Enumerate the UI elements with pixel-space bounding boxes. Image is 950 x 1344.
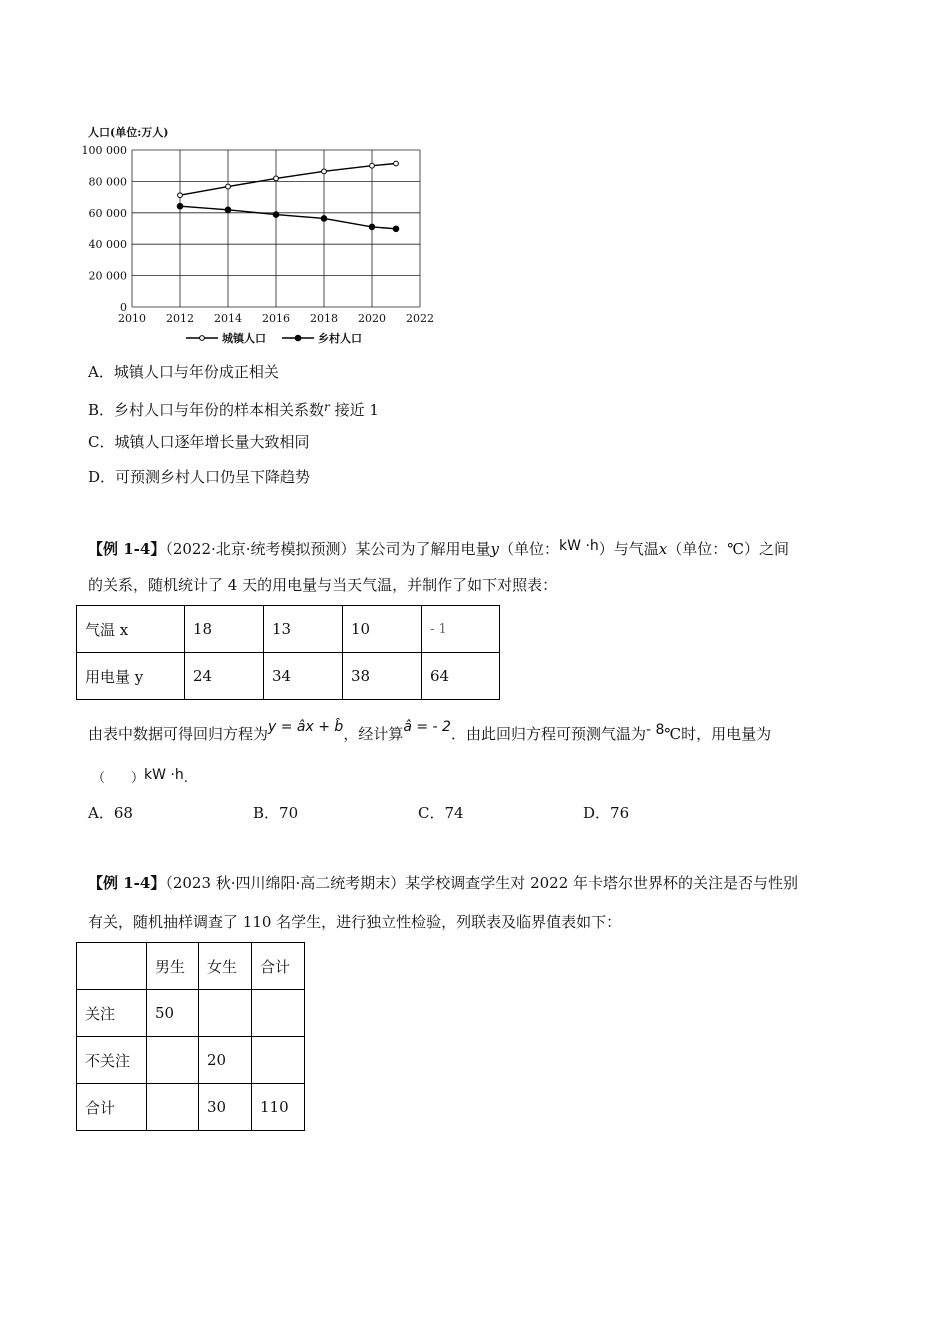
table-cell: 110 bbox=[252, 1084, 305, 1131]
data-point bbox=[225, 207, 231, 213]
data-point bbox=[226, 184, 231, 189]
ex2-line1: 【例 1-4】（2022·北京·统考模拟预测）某公司为了解用电量y（单位：kW ·h）与气温x（单位：℃）之间 bbox=[88, 538, 790, 558]
ex3-line1: 【例 1-4】（2023 秋·四川绵阳·高二统考期末）某学校调查学生对 2022 年卡塔尔世界杯的关注是否与性别 bbox=[88, 874, 799, 892]
table-cell bbox=[147, 1037, 199, 1084]
data-point bbox=[273, 212, 279, 218]
x-tick-label: 2020 bbox=[358, 312, 386, 325]
x-tick-label: 2010 bbox=[118, 312, 146, 325]
y-tick-label: 60 000 bbox=[88, 206, 127, 220]
table-cell: 34 bbox=[264, 653, 343, 700]
ex2-option-a: A．68 bbox=[88, 804, 133, 822]
y-tick-label: 40 000 bbox=[88, 238, 127, 252]
table-row bbox=[77, 653, 500, 700]
table-cell: 用电量 y bbox=[77, 653, 185, 700]
data-point bbox=[369, 224, 375, 230]
table-cell: - 1 bbox=[422, 606, 500, 653]
table-cell: 24 bbox=[185, 653, 264, 700]
ex2-option-d: D．76 bbox=[583, 804, 630, 822]
option-d: D．可预测乡村人口仍呈下降趋势 bbox=[88, 468, 311, 486]
series-line bbox=[180, 164, 396, 196]
table-row bbox=[77, 1037, 305, 1084]
table-row bbox=[77, 943, 305, 990]
x-tick-label: 2016 bbox=[262, 312, 290, 325]
table-cell: 女生 bbox=[199, 943, 252, 990]
ex2-line4: （ ）kW ·h. bbox=[92, 767, 188, 786]
ex2-option-b: B．70 bbox=[253, 804, 299, 822]
legend-label: 城镇人口 bbox=[222, 332, 266, 345]
table-cell: 18 bbox=[185, 606, 264, 653]
data-point bbox=[274, 176, 279, 181]
table-cell: 关注 bbox=[77, 990, 147, 1037]
ex2-option-c: C．74 bbox=[418, 804, 464, 822]
temperature-power-table bbox=[76, 605, 500, 700]
x-tick-label: 2012 bbox=[166, 312, 194, 325]
table-cell: 50 bbox=[147, 990, 199, 1037]
data-point bbox=[370, 163, 375, 168]
y-tick-label: 20 000 bbox=[88, 269, 127, 283]
table-row bbox=[77, 606, 500, 653]
data-point bbox=[177, 203, 183, 209]
y-tick-label: 100 000 bbox=[81, 144, 127, 157]
table-cell: 合计 bbox=[77, 1084, 147, 1131]
series-line bbox=[180, 206, 396, 229]
legend-marker bbox=[200, 336, 205, 341]
y-axis-label: 人口(单位:万人) bbox=[88, 126, 169, 139]
table-cell: 10 bbox=[343, 606, 422, 653]
y-tick-label: 80 000 bbox=[88, 175, 127, 189]
option-a: A．城镇人口与年份成正相关 bbox=[88, 363, 279, 381]
x-tick-label: 2018 bbox=[310, 312, 338, 325]
ex3-line2: 有关，随机抽样调查了 110 名学生，进行独立性检验，列联表及临界值表如下： bbox=[88, 913, 622, 931]
table-cell bbox=[252, 990, 305, 1037]
table-cell bbox=[199, 990, 252, 1037]
option-b: B．乡村人口与年份的样本相关系数$^r$ 接近 1 bbox=[88, 400, 379, 419]
x-tick-label: 2022 bbox=[406, 312, 434, 325]
data-point bbox=[394, 161, 399, 166]
option-c: C．城镇人口逐年增长量大致相同 bbox=[88, 433, 310, 451]
ex2-line3: 由表中数据可得回归方程为y = âx + b̂，经计算â = - 2．由此回归方程可预测气温为- 8℃时，用电量为 bbox=[88, 719, 772, 743]
table-cell: 30 bbox=[199, 1084, 252, 1131]
table-cell bbox=[252, 1037, 305, 1084]
data-point bbox=[178, 193, 183, 198]
table-row bbox=[77, 1084, 305, 1131]
table-cell bbox=[77, 943, 147, 990]
ex2-line2: 的关系，随机统计了 4 天的用电量与当天气温，并制作了如下对照表： bbox=[88, 576, 558, 594]
table-cell bbox=[147, 1084, 199, 1131]
table-cell: 不关注 bbox=[77, 1037, 147, 1084]
data-point bbox=[393, 226, 399, 232]
table-cell: 20 bbox=[199, 1037, 252, 1084]
table-row bbox=[77, 990, 305, 1037]
contingency-table bbox=[76, 942, 305, 1131]
table-cell: 13 bbox=[264, 606, 343, 653]
population-line-chart bbox=[78, 120, 458, 355]
y-tick-label: 0 bbox=[120, 301, 127, 314]
x-tick-label: 2014 bbox=[214, 312, 242, 325]
data-point bbox=[322, 169, 327, 174]
data-point bbox=[321, 216, 327, 222]
table-cell: 38 bbox=[343, 653, 422, 700]
table-cell: 男生 bbox=[147, 943, 199, 990]
legend-label: 乡村人口 bbox=[318, 332, 362, 345]
table-cell: 气温 x bbox=[77, 606, 185, 653]
table-cell: 合计 bbox=[252, 943, 305, 990]
legend-marker bbox=[295, 335, 301, 341]
table-cell: 64 bbox=[422, 653, 500, 700]
